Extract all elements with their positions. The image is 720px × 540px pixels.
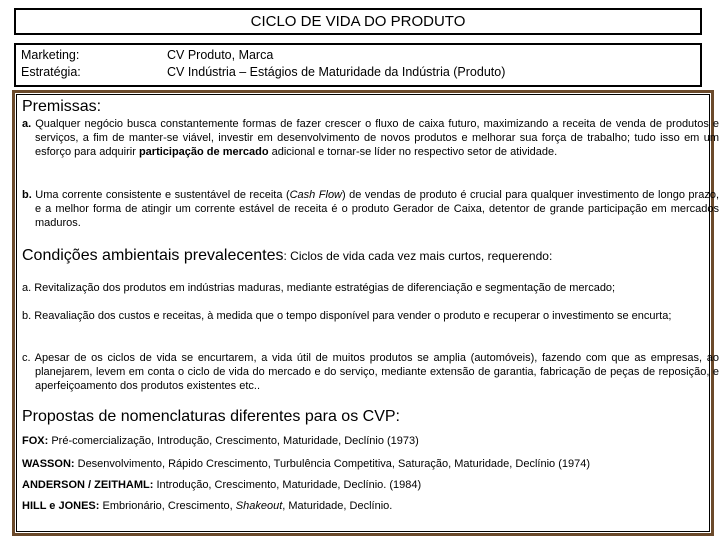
condicoes-subheading: : Ciclos de vida cada vez mais curtos, requerendo: (283, 249, 553, 263)
premissa-a-emph: participação de mercado (138, 146, 269, 158)
condicao-b: b. Reavaliação dos custos e receitas, à medida que o tempo disponível para vender o produto e recuperar o investimento se encurta; (22, 310, 672, 322)
ref-author: ANDERSON / ZEITHAML: (22, 479, 154, 491)
ref-anderson-zeithaml (22, 479, 421, 491)
ref-author: FOX: (22, 435, 49, 447)
ref-author: HILL e JONES: (22, 500, 100, 512)
item-label: a. (22, 118, 32, 130)
premissa-a-text1: Qualquer negócio busca constantemente formas de fazer crescer o fluxo de caixa futuro, maximizando a receita de venda de produtos e serviços, a fim de manter-se viável, investir em desenvolvimento de novos produtos e melhorar sua força de trabalho; tudo isso em um esforço para adquirir (35, 118, 719, 158)
meta-value: CV Indústria – Estágios de Maturidade da Indústria (Produto) (167, 65, 506, 79)
slide-title-text: CICLO DE VIDA DO PRODUTO (250, 13, 466, 30)
ref-text: Desenvolvimento, Rápido Crescimento, Turbulência Competitiva, Saturação, Maturidade, Declínio (1974) (77, 458, 590, 470)
content-box (12, 90, 720, 536)
meta-label: Estratégia: (21, 65, 81, 79)
ref-author: WASSON: (22, 458, 75, 470)
condicoes-heading-text: Condições ambientais prevalecentes (22, 247, 284, 264)
ref-fox (22, 435, 419, 447)
item-label: b. (22, 189, 32, 201)
premissas-heading: Premissas: (22, 98, 102, 115)
premissa-b (22, 188, 719, 230)
ref-text: Pré-comercialização, Introdução, Crescimento, Maturidade, Declínio (1973) (51, 435, 419, 447)
ref-text1: Embrionário, Crescimento, (102, 500, 236, 512)
condicoes-heading (22, 247, 552, 265)
content-inner (16, 94, 720, 532)
premissa-a (22, 117, 719, 159)
ref-text: Introdução, Crescimento, Maturidade, Declínio. (1984) (156, 479, 422, 491)
ref-wasson (22, 458, 590, 470)
condicao-a: a. Revitalização dos produtos em indústrias maduras, mediante estratégias de diferenciação e segmentação de mercado; (22, 282, 616, 294)
meta-value: CV Produto, Marca (167, 48, 274, 62)
ref-hill-jones (22, 500, 392, 512)
propostas-heading: Propostas de nomenclaturas diferentes para os CVP: (22, 408, 400, 425)
condicao-c: c. Apesar de os ciclos de vida se encurtarem, a vida útil de muitos produtos se amplia (automóveis), fazendo com que as empresas, ao planejarem, levem em conta o ciclo de vida do mercado e do serviço, mediante extensão de garantia, fabricação de peças de reposição, e aperfeiçoamento dos produtos existentes etc.. (22, 352, 719, 392)
premissa-a-text2: adicional e tornar-se líder no respectivo setor de atividade. (268, 146, 558, 158)
premissa-b-emph: Cash Flow (289, 189, 343, 201)
ref-emph: Shakeout (235, 500, 283, 512)
premissa-b-text2: ) de vendas de produto é crucial para qualquer investimento de longo prazo, e a melhor forma de atingir um corrente estável de receita é o produto Gerador de Caixa, detentor de grande participação em mercados maduros. (35, 189, 720, 229)
meta-box (14, 43, 702, 87)
meta-label: Marketing: (21, 48, 80, 62)
ref-text2: , Maturidade, Declínio. (282, 500, 393, 512)
premissa-b-text1: Uma corrente consistente e sustentável de receita ( (35, 189, 290, 201)
slide-title (14, 8, 702, 35)
